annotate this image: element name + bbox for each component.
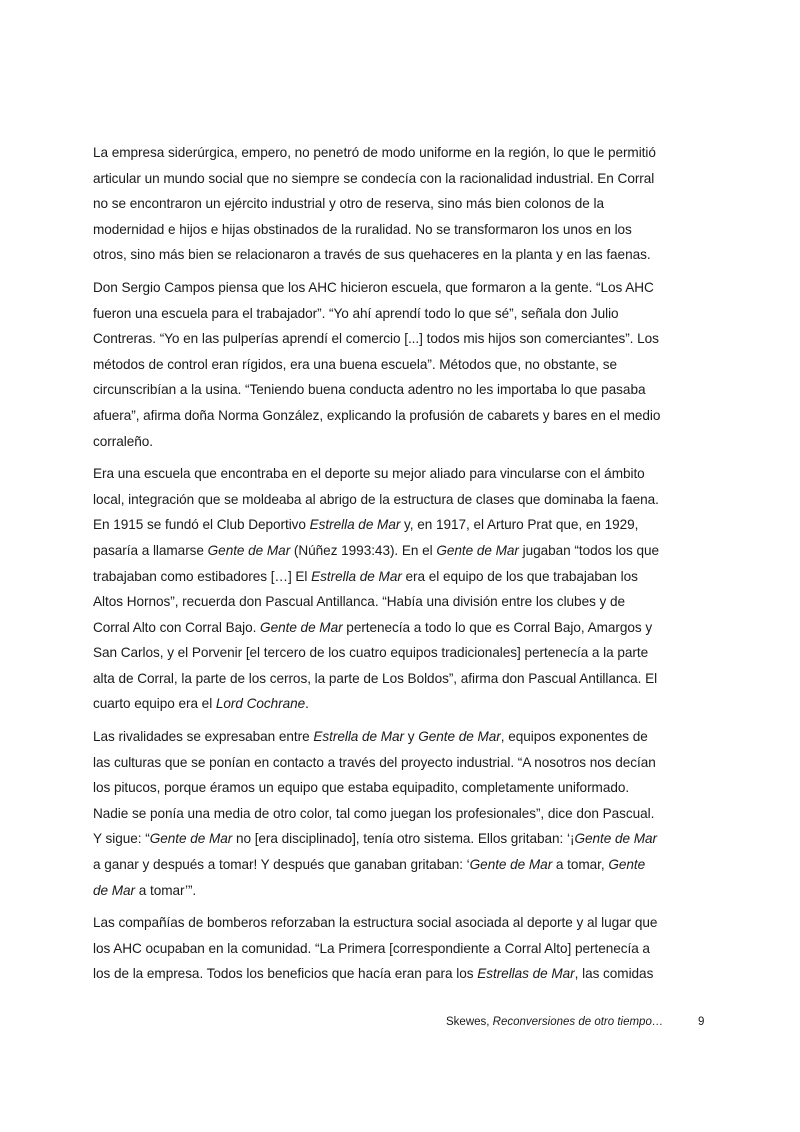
- text-run: circunscribían a la usina. “Teniendo buena conducta adentro no les importaba lo que pasaba: [93, 382, 646, 398]
- text-run: , las comidas: [574, 966, 654, 982]
- text-run: trabajaban como estibadores […] El: [93, 568, 312, 584]
- text-line: [93, 166, 703, 192]
- text-line: [93, 666, 703, 692]
- text-run: los AHC ocupaban en la comunidad. “La Primera [correspondiente a Corral Alto] pertenecía a: [93, 940, 650, 956]
- text-run: Las rivalidades se expresaban entre: [93, 729, 314, 745]
- text-run: Y sigue: “: [93, 831, 150, 847]
- text-run: los pitucos, porque éramos un equipo que estaba equipadito, completamente uniformado.: [93, 780, 630, 796]
- text-run: era el equipo de los que trabajaban los: [401, 568, 638, 584]
- text-run: cuarto equipo era el: [93, 696, 216, 712]
- text-line: [93, 640, 703, 666]
- text-line: [93, 724, 703, 750]
- italic-text: Estrella de Mar: [309, 517, 401, 533]
- page-footer: [446, 1014, 716, 1030]
- text-line: [93, 512, 703, 538]
- text-line: [93, 275, 703, 301]
- text-line: [93, 487, 703, 513]
- text-run: y: [404, 729, 419, 745]
- text-line: [93, 589, 703, 615]
- footer-title: Reconversiones de otro tiempo…: [492, 1016, 664, 1028]
- text-run: a tomar,: [552, 857, 609, 873]
- italic-text: Lord Cochrane: [215, 696, 306, 712]
- text-run: los de la empresa. Todos los beneficios que hacía eran para los: [93, 966, 478, 982]
- italic-text: Estrella de Mar: [313, 729, 405, 745]
- text-line: [93, 217, 703, 243]
- text-run: Corral Alto con Corral Bajo.: [93, 619, 261, 635]
- body-paragraph: [93, 910, 703, 987]
- text-run: y, en 1917, el Arturo Prat que, en 1929,: [400, 517, 639, 533]
- text-run: Nadie se ponía una media de otro color, tal como juegan los profesionales”, dice don Pascual.: [93, 805, 655, 821]
- page-body: [93, 140, 703, 994]
- text-run: Altos Hornos”, recuerda don Pascual Antillanca. “Había una división entre los clubes y de: [93, 594, 626, 610]
- text-run: pertenecía a todo lo que es Corral Bajo, Amargos y: [342, 619, 653, 635]
- text-line: [93, 691, 703, 717]
- text-run: Contreras. “Yo en las pulperías aprendí el comercio [...] todos mis hijos son comerciantes”. Los: [93, 331, 659, 347]
- text-line: [93, 775, 703, 801]
- text-line: [93, 429, 703, 455]
- text-line: [93, 801, 703, 827]
- text-run: La empresa siderúrgica, empero, no penetró de modo uniforme en la región, lo que le permitió: [93, 145, 656, 160]
- text-line: [93, 461, 703, 487]
- text-run: no [era disciplinado], tenía otro sistema. Ellos gritaban: ‘¡: [232, 831, 575, 847]
- text-run: articular un mundo social que no siempre se condecía con la racionalidad industrial. En Corral: [93, 170, 655, 186]
- text-run: métodos de control eran rígidos, era una buena escuela”. Métodos que, no obstante, se: [93, 356, 617, 372]
- italic-text: Gente de Mar: [469, 857, 553, 873]
- italic-text: Gente de Mar: [207, 542, 291, 558]
- text-run: (Núñez 1993:43). En el: [290, 542, 437, 558]
- text-line: [93, 936, 703, 962]
- text-line: [93, 242, 703, 268]
- text-line: [93, 615, 703, 641]
- text-line: [93, 352, 703, 378]
- text-line: [93, 564, 703, 590]
- footer-author: Skewes,: [446, 1016, 493, 1028]
- text-run: afuera”, afirma doña Norma González, explicando la profusión de cabarets y bares en el medio: [93, 407, 661, 423]
- text-line: [93, 403, 703, 429]
- italic-text: Estrella de Mar: [311, 568, 402, 584]
- body-paragraph: [93, 140, 703, 268]
- text-line: [93, 910, 703, 936]
- text-line: [93, 377, 703, 403]
- italic-text: de Mar: [93, 882, 136, 898]
- text-run: corraleño.: [93, 433, 153, 449]
- text-run: San Carlos, y el Porvenir [el tercero de los cuatro equipos tradicionales] pertenecía a la parte: [93, 645, 649, 661]
- text-run: no se encontraron un ejército industrial y otro de reserva, sino más bien colonos de la: [93, 196, 604, 212]
- text-run: a ganar y después a tomar! Y después que ganaban gritaban: ‘: [93, 857, 470, 873]
- text-run: fueron una escuela para el trabajador”. “Yo ahí aprendí todo lo que sé”, señala don Julio: [93, 305, 619, 321]
- text-line: [93, 301, 703, 327]
- text-run: Don Sergio Campos piensa que los AHC hicieron escuela, que formaron a la gente. “Los AHC: [93, 279, 654, 295]
- text-run: En 1915 se fundó el Club Deportivo: [93, 517, 310, 533]
- page-number: 9: [698, 1016, 705, 1028]
- italic-text: Estrellas de Mar: [477, 966, 575, 982]
- text-run: alta de Corral, la parte de los cerros, la parte de Los Boldos”, afirma don Pascual Antillanca. El: [93, 670, 658, 686]
- text-run: .: [305, 696, 309, 712]
- text-line: [93, 538, 703, 564]
- body-paragraph: [93, 724, 703, 903]
- text-line: [93, 140, 703, 166]
- text-run: a tomar’”.: [135, 882, 197, 898]
- text-line: [93, 826, 703, 852]
- text-run: pasaría a llamarse: [93, 542, 208, 558]
- text-run: , equipos exponentes de: [500, 729, 648, 745]
- italic-text: Gente de Mar: [149, 831, 233, 847]
- body-paragraph: [93, 461, 703, 717]
- text-line: [93, 326, 703, 352]
- text-run: jugaban “todos los que: [518, 542, 660, 558]
- text-run: otros, sino más bien se relacionaron a través de sus quehaceres en la planta y en las faenas.: [93, 247, 651, 263]
- text-run: las culturas que se ponían en contacto a través del proyecto industrial. “A nosotros nos decían: [93, 754, 656, 770]
- text-line: [93, 750, 703, 776]
- body-paragraph: [93, 275, 703, 454]
- text-run: modernidad e hijos e hijas obstinados de la ruralidad. No se transformaron los unos en los: [93, 221, 632, 237]
- text-line: [93, 852, 703, 878]
- italic-text: Gente de Mar: [436, 542, 519, 558]
- text-line: [93, 961, 703, 987]
- italic-text: Gente de Mar: [418, 729, 501, 745]
- italic-text: Gente: [608, 857, 646, 873]
- text-line: [93, 878, 703, 904]
- text-run: Las compañías de bomberos reforzaban la estructura social asociada al deporte y al lugar que: [93, 915, 658, 931]
- text-run: Era una escuela que encontraba en el deporte su mejor aliado para vincularse con el ámbito: [93, 466, 645, 482]
- text-line: [93, 191, 703, 217]
- text-run: local, integración que se moldeaba al abrigo de la estructura de clases que dominaba la faena.: [93, 491, 659, 507]
- italic-text: Gente de Mar: [574, 831, 657, 847]
- italic-text: Gente de Mar: [260, 619, 343, 635]
